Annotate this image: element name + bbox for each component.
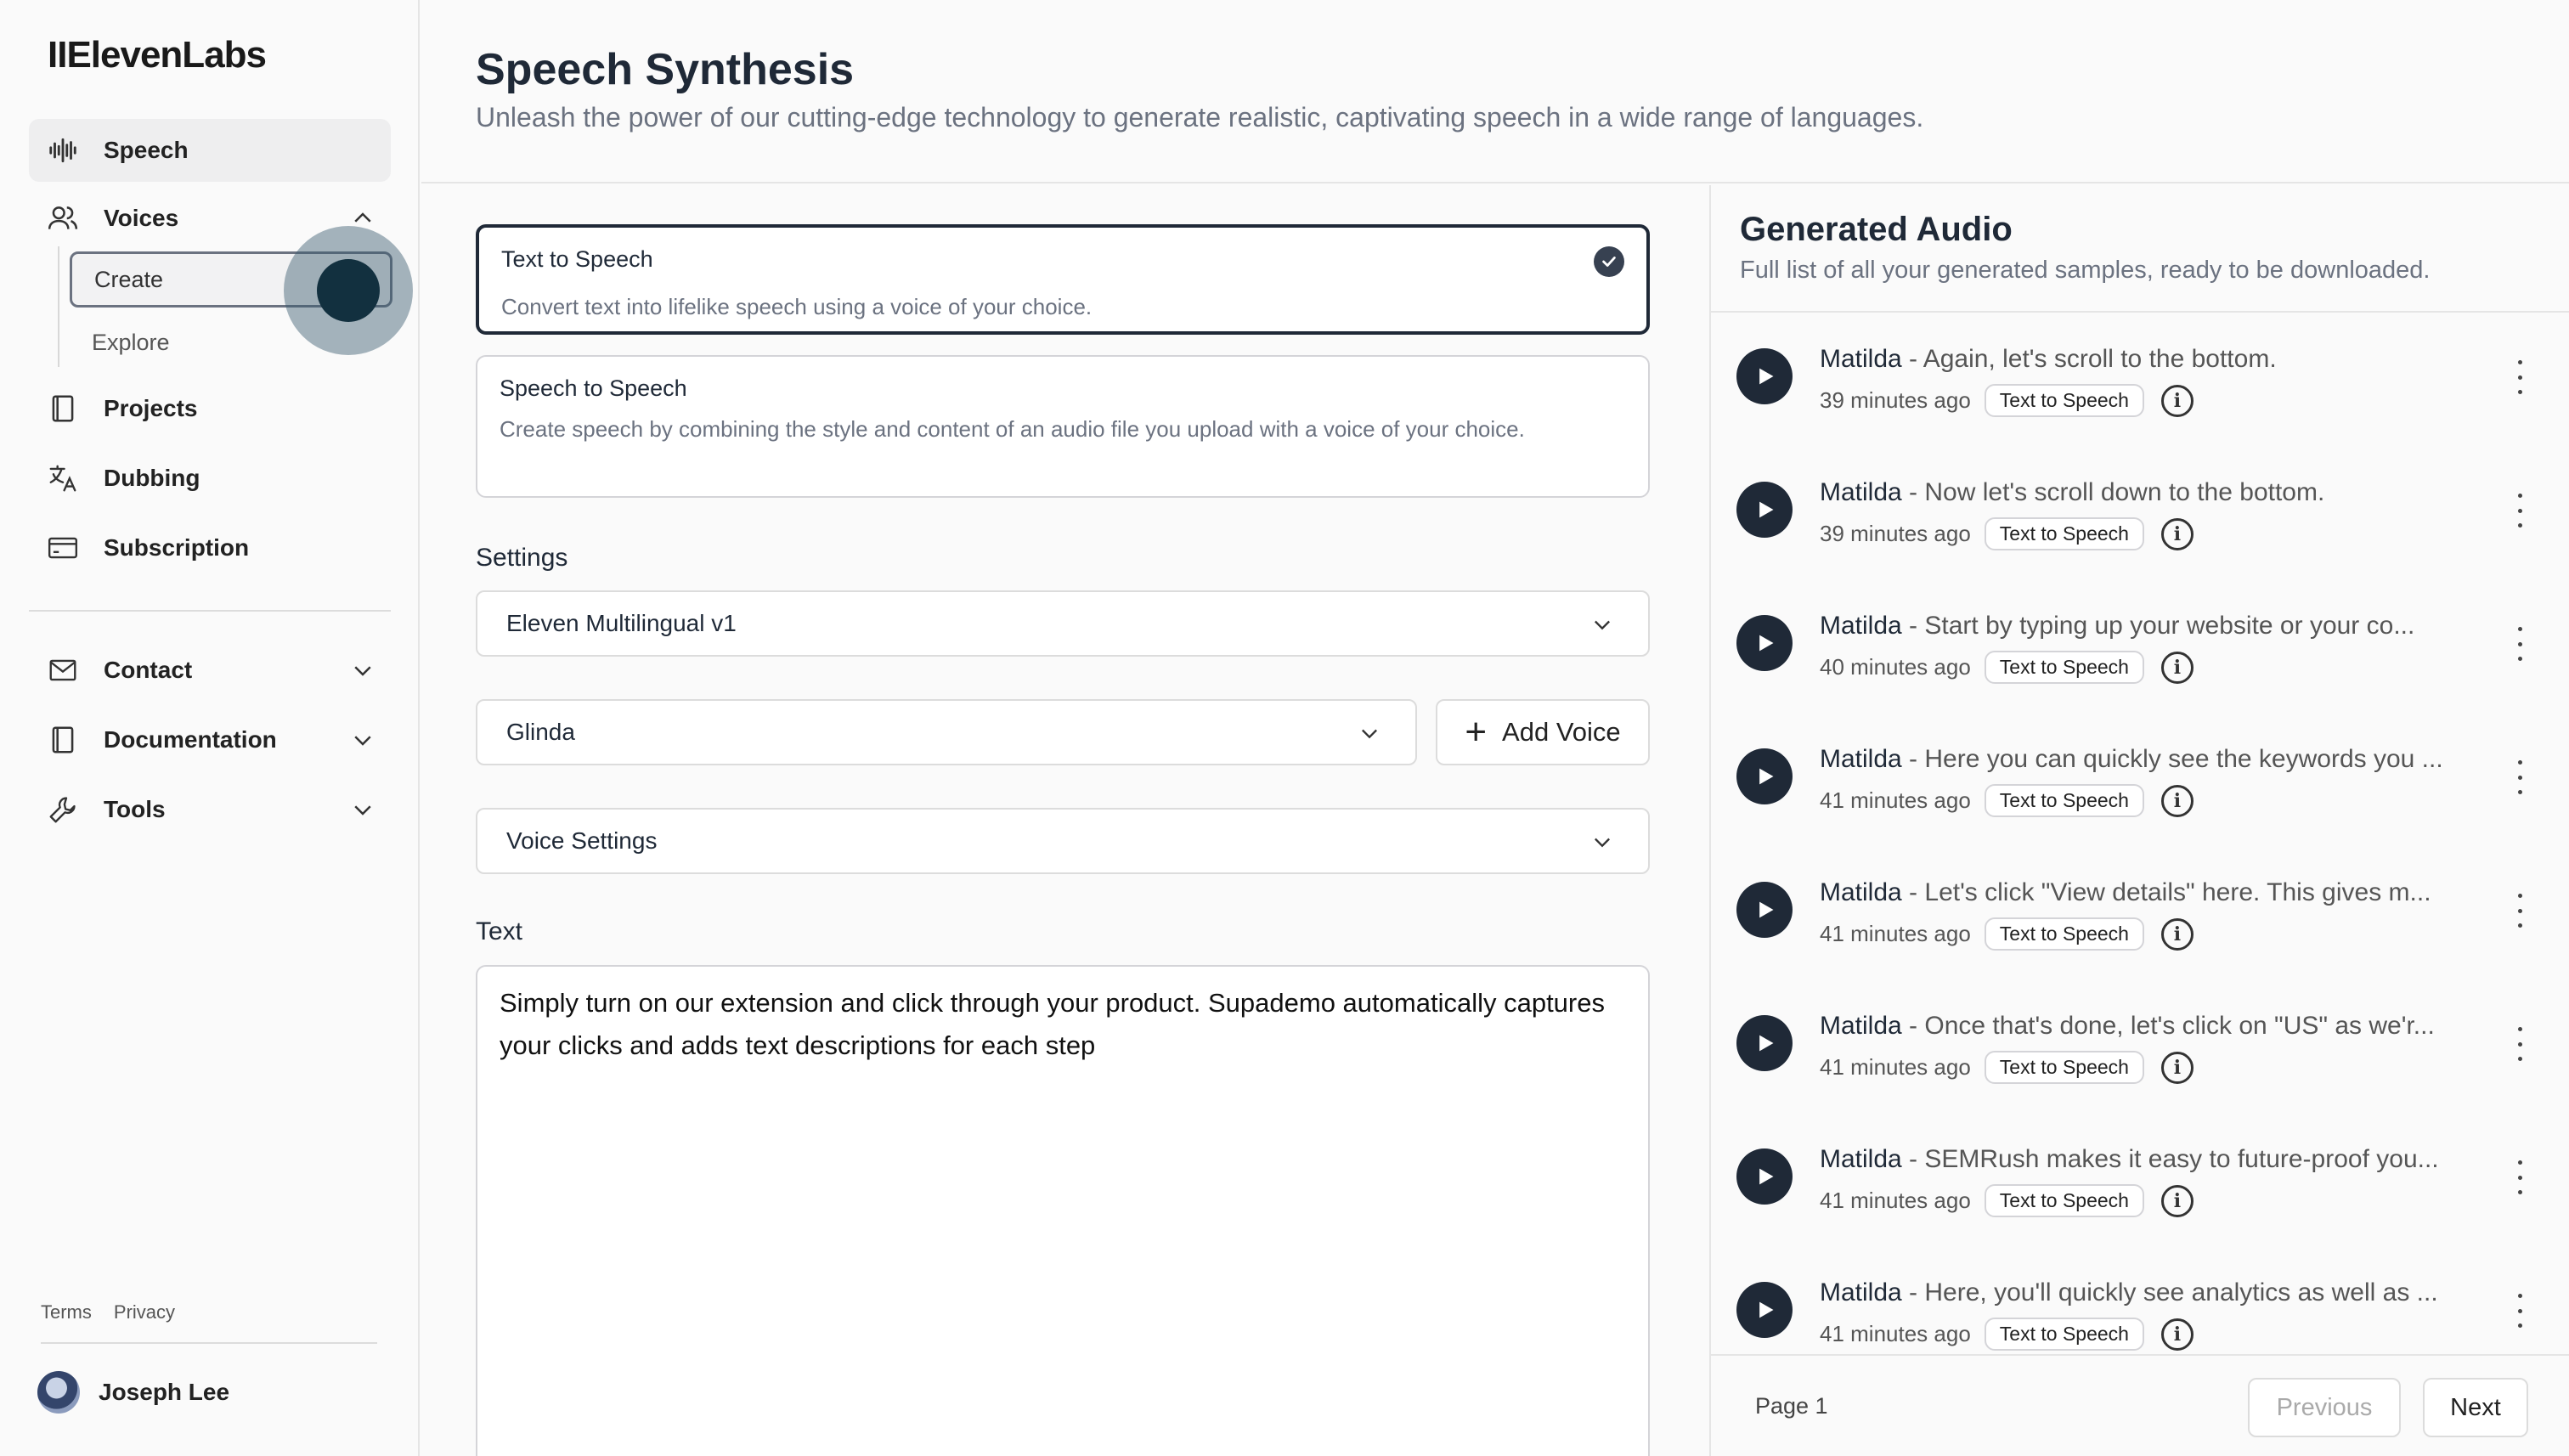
book-icon bbox=[44, 390, 82, 427]
audio-title bbox=[1820, 745, 2443, 774]
play-button[interactable] bbox=[1736, 482, 1793, 538]
audio-voice: Matilda bbox=[1820, 345, 1902, 373]
book-icon bbox=[44, 721, 82, 759]
audio-type-badge: Text to Speech bbox=[1985, 917, 2144, 951]
mail-icon bbox=[44, 652, 82, 689]
wrench-icon bbox=[44, 791, 82, 828]
mode-description: Convert text into lifelike speech using a voice of your choice. bbox=[501, 294, 1093, 319]
audio-voice: Matilda bbox=[1820, 1278, 1902, 1306]
audio-time: 41 minutes ago bbox=[1820, 787, 1971, 813]
audio-list-item[interactable] bbox=[1711, 846, 2569, 979]
audio-text: - SEMRush makes it easy to future-proof you... bbox=[1901, 1145, 2439, 1173]
settings-label: Settings bbox=[476, 544, 568, 572]
audio-list-item[interactable] bbox=[1711, 1113, 2569, 1246]
audio-type-badge: Text to Speech bbox=[1985, 1184, 2144, 1217]
mode-title: Text to Speech bbox=[501, 246, 653, 272]
info-icon[interactable]: i bbox=[2161, 1052, 2194, 1084]
sidebar-item-documentation[interactable] bbox=[29, 708, 391, 771]
page-subtitle: Unleash the power of our cutting-edge technology to generate realistic, captivating speech in a wide range of languages. bbox=[476, 102, 1924, 133]
info-icon[interactable]: i bbox=[2161, 518, 2194, 550]
more-options-icon[interactable] bbox=[2515, 627, 2525, 661]
page-indicator: Page 1 bbox=[1755, 1393, 1828, 1419]
next-button[interactable]: Next bbox=[2423, 1378, 2528, 1437]
mode-title: Speech to Speech bbox=[500, 375, 687, 401]
audio-time: 39 minutes ago bbox=[1820, 521, 1971, 546]
sidebar-subitem-explore[interactable]: Explore bbox=[92, 329, 170, 355]
audio-type-badge: Text to Speech bbox=[1985, 784, 2144, 817]
generated-audio-panel bbox=[1709, 185, 2569, 1456]
plus-icon: + bbox=[1465, 711, 1488, 753]
audio-title bbox=[1820, 1278, 2438, 1307]
chevron-down-icon[interactable] bbox=[350, 797, 375, 822]
audio-type-badge: Text to Speech bbox=[1985, 517, 2144, 550]
sidebar-item-projects[interactable] bbox=[29, 377, 391, 440]
audio-title bbox=[1820, 1145, 2439, 1174]
info-icon[interactable]: i bbox=[2161, 785, 2194, 817]
sidebar-item-label: Speech bbox=[104, 137, 189, 163]
voice-settings-dropdown[interactable] bbox=[476, 808, 1650, 874]
user-name: Joseph Lee bbox=[99, 1379, 230, 1405]
translate-icon bbox=[44, 460, 82, 497]
play-button[interactable] bbox=[1736, 748, 1793, 804]
play-icon bbox=[1753, 1298, 1776, 1322]
sidebar bbox=[0, 0, 420, 1456]
audio-voice: Matilda bbox=[1820, 1145, 1902, 1173]
chevron-down-icon bbox=[1358, 721, 1381, 745]
play-button[interactable] bbox=[1736, 882, 1793, 938]
sidebar-item-label: Contact bbox=[104, 657, 193, 683]
audio-meta bbox=[1820, 784, 2194, 817]
more-options-icon[interactable] bbox=[2515, 494, 2525, 528]
audio-text: - Here, you'll quickly see analytics as well as ... bbox=[1901, 1278, 2438, 1306]
audio-title bbox=[1820, 878, 2431, 907]
footer-divider bbox=[41, 1342, 377, 1344]
audio-meta bbox=[1820, 1051, 2194, 1084]
more-options-icon[interactable] bbox=[2515, 760, 2525, 794]
audio-title bbox=[1820, 1012, 2435, 1041]
panel-title: Generated Audio bbox=[1740, 211, 2013, 248]
privacy-link[interactable]: Privacy bbox=[113, 1301, 176, 1323]
check-circle-icon bbox=[1594, 246, 1624, 277]
audio-type-badge: Text to Speech bbox=[1985, 651, 2144, 684]
sidebar-item-tools[interactable] bbox=[29, 778, 391, 841]
credit-card-icon bbox=[44, 529, 82, 567]
audio-meta bbox=[1820, 1184, 2194, 1217]
more-options-icon[interactable] bbox=[2515, 894, 2525, 928]
sidebar-item-dubbing[interactable] bbox=[29, 447, 391, 510]
footer-links bbox=[41, 1301, 175, 1323]
play-icon bbox=[1753, 898, 1776, 922]
add-voice-button[interactable] bbox=[1436, 699, 1650, 765]
info-icon[interactable]: i bbox=[2161, 918, 2194, 951]
text-input[interactable] bbox=[476, 965, 1650, 1456]
sidebar-divider bbox=[29, 610, 391, 612]
audio-voice: Matilda bbox=[1820, 878, 1902, 906]
sidebar-item-subscription[interactable] bbox=[29, 516, 391, 579]
audio-list-item[interactable] bbox=[1711, 313, 2569, 446]
page-header bbox=[421, 0, 2569, 183]
waveform-icon bbox=[44, 132, 82, 169]
mode-card-text-to-speech[interactable] bbox=[476, 224, 1650, 335]
model-select-value: Eleven Multilingual v1 bbox=[506, 610, 737, 636]
model-select[interactable] bbox=[476, 590, 1650, 657]
play-icon bbox=[1753, 631, 1776, 655]
page-title: Speech Synthesis bbox=[476, 45, 855, 94]
more-options-icon[interactable] bbox=[2515, 1027, 2525, 1061]
audio-text: - Start by typing up your website or your co... bbox=[1901, 612, 2415, 640]
audio-meta bbox=[1820, 917, 2194, 951]
info-icon[interactable]: i bbox=[2161, 1185, 2194, 1217]
audio-title bbox=[1820, 345, 2277, 374]
audio-time: 41 minutes ago bbox=[1820, 921, 1971, 946]
audio-voice: Matilda bbox=[1820, 612, 1902, 640]
play-button[interactable] bbox=[1736, 1148, 1793, 1205]
info-icon[interactable]: i bbox=[2161, 652, 2194, 684]
voice-select[interactable] bbox=[476, 699, 1417, 765]
terms-link[interactable]: Terms bbox=[41, 1301, 92, 1323]
users-icon bbox=[44, 200, 82, 237]
play-icon bbox=[1753, 765, 1776, 788]
sidebar-item-label: Voices bbox=[104, 205, 179, 231]
avatar bbox=[37, 1371, 80, 1414]
audio-list-item[interactable] bbox=[1711, 446, 2569, 579]
app-logo[interactable]: IIElevenLabs bbox=[48, 34, 267, 76]
play-button[interactable] bbox=[1736, 1015, 1793, 1071]
audio-list-item[interactable] bbox=[1711, 979, 2569, 1113]
audio-title bbox=[1820, 478, 2324, 507]
sidebar-item-label: Dubbing bbox=[104, 465, 200, 491]
audio-text: - Again, let's scroll to the bottom. bbox=[1901, 345, 2277, 373]
play-icon bbox=[1753, 1165, 1776, 1188]
audio-time: 40 minutes ago bbox=[1820, 654, 1971, 680]
panel-subtitle: Full list of all your generated samples, ready to be downloaded. bbox=[1740, 257, 2431, 284]
audio-time: 41 minutes ago bbox=[1820, 1054, 1971, 1080]
audio-type-badge: Text to Speech bbox=[1985, 1051, 2144, 1084]
sidebar-item-speech[interactable] bbox=[29, 119, 391, 182]
play-icon bbox=[1753, 1031, 1776, 1055]
cursor-pointer bbox=[317, 259, 380, 322]
sidebar-item-label: Subscription bbox=[104, 534, 250, 561]
mode-card-speech-to-speech[interactable] bbox=[476, 355, 1650, 498]
add-voice-label: Add Voice bbox=[1502, 717, 1621, 747]
info-icon[interactable]: i bbox=[2161, 385, 2194, 417]
audio-text: - Now let's scroll down to the bottom. bbox=[1901, 478, 2325, 506]
audio-text: - Here you can quickly see the keywords you ... bbox=[1901, 745, 2443, 773]
audio-time: 39 minutes ago bbox=[1820, 387, 1971, 413]
audio-meta bbox=[1820, 384, 2194, 417]
more-options-icon[interactable] bbox=[2515, 360, 2525, 394]
submenu-guide-line bbox=[58, 246, 59, 367]
audio-meta bbox=[1820, 651, 2194, 684]
audio-list[interactable] bbox=[1711, 313, 2569, 1354]
chevron-down-icon bbox=[1590, 612, 1614, 636]
audio-meta bbox=[1820, 1318, 2194, 1351]
sidebar-subitem-create[interactable]: Create bbox=[70, 251, 392, 308]
voice-select-value: Glinda bbox=[506, 719, 575, 745]
audio-voice: Matilda bbox=[1820, 1012, 1902, 1040]
play-icon bbox=[1753, 498, 1776, 522]
voice-settings-label: Voice Settings bbox=[506, 827, 658, 854]
audio-list-item[interactable] bbox=[1711, 713, 2569, 846]
user-profile[interactable] bbox=[37, 1371, 229, 1414]
audio-time: 41 minutes ago bbox=[1820, 1188, 1971, 1213]
play-button[interactable] bbox=[1736, 615, 1793, 671]
audio-text: - Once that's done, let's click on "US" as we'r... bbox=[1901, 1012, 2435, 1040]
sidebar-item-contact[interactable] bbox=[29, 639, 391, 702]
audio-time: 41 minutes ago bbox=[1820, 1321, 1971, 1346]
audio-type-badge: Text to Speech bbox=[1985, 384, 2144, 417]
sidebar-item-label: Tools bbox=[104, 796, 166, 822]
play-button[interactable] bbox=[1736, 1282, 1793, 1338]
chevron-down-icon[interactable] bbox=[350, 657, 375, 683]
play-button[interactable] bbox=[1736, 348, 1793, 404]
audio-voice: Matilda bbox=[1820, 745, 1902, 773]
audio-type-badge: Text to Speech bbox=[1985, 1318, 2144, 1351]
play-icon bbox=[1753, 364, 1776, 388]
sidebar-item-label: Projects bbox=[104, 395, 198, 421]
previous-button[interactable]: Previous bbox=[2248, 1378, 2401, 1437]
sidebar-item-label: Documentation bbox=[104, 726, 277, 753]
chevron-down-icon bbox=[1590, 830, 1614, 854]
pagination bbox=[1711, 1354, 2569, 1456]
chevron-down-icon[interactable] bbox=[350, 727, 375, 753]
more-options-icon[interactable] bbox=[2515, 1294, 2525, 1328]
audio-list-item[interactable] bbox=[1711, 579, 2569, 713]
text-label: Text bbox=[476, 917, 523, 945]
audio-list-item[interactable] bbox=[1711, 1246, 2569, 1354]
more-options-icon[interactable] bbox=[2515, 1160, 2525, 1194]
info-icon[interactable]: i bbox=[2161, 1318, 2194, 1351]
audio-text: - Let's click "View details" here. This gives m... bbox=[1901, 878, 2431, 906]
audio-voice: Matilda bbox=[1820, 478, 1902, 506]
audio-meta bbox=[1820, 517, 2194, 550]
synthesis-form bbox=[421, 185, 1708, 1456]
mode-description: Create speech by combining the style and content of an audio file you upload with a voice of your choice. bbox=[500, 416, 1525, 442]
audio-title bbox=[1820, 612, 2414, 641]
